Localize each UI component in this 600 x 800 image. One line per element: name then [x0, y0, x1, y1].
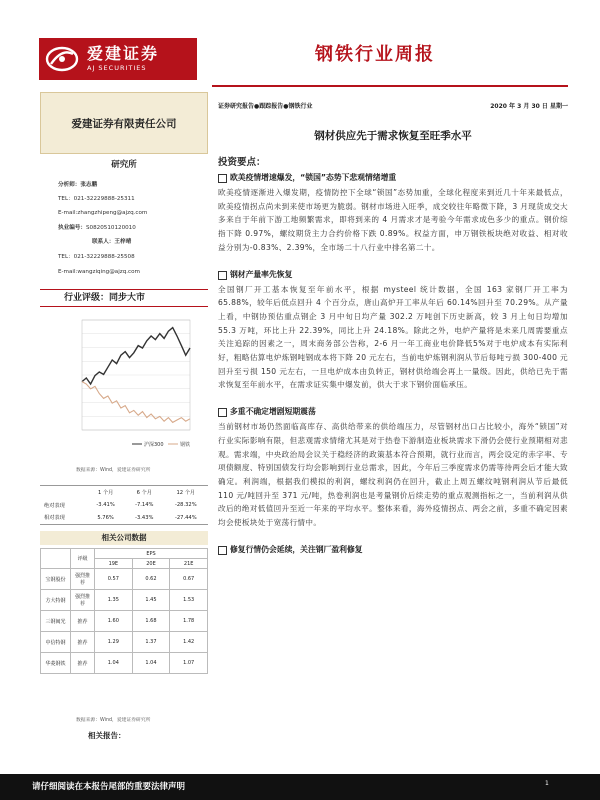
section-heading: 多重不确定增剧短期震荡 [218, 406, 568, 417]
analyst-email: E-mail:zhangzhipeng@ajzq.com [58, 210, 148, 216]
main-content [218, 154, 568, 558]
company-eps: 1.53 [170, 590, 208, 611]
perf-cell: -3.41% [96, 502, 115, 508]
firm-name: 爱建证券有限责任公司 [71, 117, 177, 130]
license-line [58, 224, 136, 232]
index-chart [40, 312, 208, 462]
company-name: 方大特钢 [41, 590, 71, 611]
logo-cn-text: 爱建证券 [87, 44, 160, 63]
perf-cell: -27.44% [164, 512, 208, 525]
chart-source: 数据来源：Wind，爱建证券研究所 [76, 468, 151, 473]
table-row [41, 632, 208, 653]
analyst-name: 张志鹏 [80, 182, 98, 188]
section-body: 当前钢材市场仍然面临高库存、高供给带来的供给端压力，尽管钢材出口占比较小，海外“锁国”对行业实际影响有限，但悲观需求情绪尤其是对于热卷下游制造业板块需求下滑仍会使行业预期相对悲观。需求端，中央政治局会议关于稳经济的政策基本符合预期，就行业而言，两会设定的赤字率、专项债额度、特别国债发行均会影响到行业总需求，因此，今年后三季度需求仍需等待两会后才能大致确定。利润端，根据我们模拟的利润，螺纹利润仍在回升，截止上周五螺纹吨钢利润从节后最低 110 元/吨回升至 371 元/吨，热卷利润也是考量钢价后续走势的重点观测指标之一，当前利润从供改后的绝对低值回升至近一年来的平均水平。整体来看，海外疫情拐点、两会之前，多重不确定因素均会使板块处于宽荡行情中。 [218, 422, 568, 528]
header-divider [212, 85, 568, 87]
license-number: S0820510120010 [85, 225, 136, 231]
performance-header [40, 486, 208, 499]
logo [39, 38, 197, 80]
company-eps: 1.68 [132, 611, 170, 632]
contact-tel: TEL：021-32229888-25508 [58, 254, 135, 260]
section-body: 欧美疫情逐渐进入爆发期，疫情防控下全球“锁国”态势加重，全球化程度来到近几十年来最低点，欧美疫情拐点尚未到来使市场更为脆弱。钢材市场进入旺季，成交较往年略微下降，3 月现货成交大多来自于年前下游工地频繁需求，即将到来的 4 月需求才是考验今年需求成色多少的重点。钢价综指下降 0.97%，螺纹期货主力合约价格下跌 0.89%。权益方面，申万钢铁板块绝对收益、相对收益分别为-0.83%、2.39%，全市场二十八行业中排名第二十。 [218, 188, 568, 252]
contact-line [92, 238, 131, 246]
related-source: 数据来源：Wind，爱建证券研究所 [76, 718, 151, 723]
company-eps: 1.60 [95, 611, 133, 632]
table-row [40, 499, 208, 512]
related-header-empty [41, 549, 71, 569]
license-label: 执业编号： [58, 225, 86, 231]
company-rating: 推荐 [71, 611, 95, 632]
contact-email: E-mail:wangziqing@ajzq.com [58, 269, 140, 275]
related-header-year: 19E [95, 559, 133, 569]
perf-header-cell: 12 个月 [164, 486, 208, 499]
series-line-0 [82, 328, 190, 384]
company-eps: 1.37 [132, 632, 170, 653]
analyst-label: 分析师： [58, 182, 81, 188]
related-header [41, 549, 208, 559]
perf-cell: -3.43% [125, 512, 164, 525]
performance-table [40, 485, 208, 525]
related-header-year: 21E [170, 559, 208, 569]
page-number: 1 [545, 780, 549, 787]
investment-points-heading: 投资要点： [218, 157, 266, 168]
logo-en-text: AJ SECURITIES [87, 64, 147, 72]
analyst-tel: TEL：021-32229888-25311 [58, 196, 135, 202]
related-header-rating: 评级 [71, 549, 95, 569]
analyst-line [58, 181, 97, 189]
company-eps: 0.67 [170, 569, 208, 590]
company-rating: 推荐 [71, 653, 95, 674]
report-category: 证券研究报告●跟踪报告●钢铁行业 [218, 103, 313, 110]
contact-label: 联系人： [92, 239, 115, 245]
perf-header-cell: 1 个月 [86, 486, 125, 499]
table-row [41, 569, 208, 590]
industry-rating: 行业评级：同步大市 [40, 289, 208, 307]
company-rating: 强烈推荐 [71, 569, 95, 590]
company-rating: 强烈推荐 [71, 590, 95, 611]
company-eps: 1.04 [95, 653, 133, 674]
company-name: 宝钢股份 [41, 569, 71, 590]
section-body: 全国钢厂开工基本恢复至年前水平，根据 mysteel 统计数据，全国 163 家钢厂开工率为 65.88%，较年后低点回升 4 个百分点，唐山高炉开工率从年后 60.14%回升至 70.29%。从产量上看，中钢协预估重点钢企 3 月中旬日均产量 302.2 万吨创下历史新高，较 3 月上旬日均增加 55.3 万吨，环比上升 22.39%，同比上升 24.18%。除此之外，电炉产量将是未来几周需要重点关注追踪的因素之一，周末商务部公告称，2-6 月一年工商业电价降低5%对于电炉成本有实际利好，粗略估算电炉炼钢吨钢成本将下降 20 元左右，当前电炉炼钢利润从节后每吨亏损 300-400 元回升至亏损 150 元左右，一旦电炉成本由负转正，钢材供给端会再上一量级。因此，供给已先于需求恢复至年前水平，在需求证实集中爆发前，供大于求下钢价面临承压。 [218, 284, 568, 390]
perf-cell: 5.76% [86, 512, 125, 525]
perf-row-name: 相对表现 [40, 512, 86, 525]
company-name: 华菱钢铁 [41, 653, 71, 674]
report-meta [218, 101, 568, 110]
company-rating: 推荐 [71, 632, 95, 653]
company-eps: 1.45 [132, 590, 170, 611]
related-header-year: 20E [132, 559, 170, 569]
company-eps: 1.07 [170, 653, 208, 674]
report-subtitle: 钢材供应先于需求恢复至旺季水平 [314, 130, 472, 142]
company-name: 三钢闽光 [41, 611, 71, 632]
company-eps: 1.42 [170, 632, 208, 653]
perf-header-cell: 6 个月 [125, 486, 164, 499]
table-row [41, 611, 208, 632]
perf-header-cell [40, 486, 86, 499]
section-heading: 钢材产量率先恢复 [218, 269, 568, 280]
company-eps: 1.35 [95, 590, 133, 611]
company-eps: 0.57 [95, 569, 133, 590]
related-reports-title: 相关报告： [88, 731, 126, 740]
company-eps: 0.62 [132, 569, 170, 590]
related-header-eps: EPS [95, 549, 208, 559]
company-eps: 1.04 [132, 653, 170, 674]
related-companies-title: 相关公司数据 [40, 531, 208, 545]
firm-box [40, 92, 208, 154]
company-eps: 1.78 [170, 611, 208, 632]
chart-legend [132, 441, 190, 448]
legal-notice: 请仔细阅读在本报告尾部的重要法律声明 [32, 782, 186, 792]
perf-cell: -7.14% [135, 502, 154, 508]
perf-cell: -28.32% [174, 502, 197, 508]
dept-title: 研究所 [111, 160, 137, 170]
company-eps: 1.29 [95, 632, 133, 653]
logo-mark-icon [45, 42, 79, 76]
table-row [41, 653, 208, 674]
report-title: 钢铁行业周报 [315, 44, 435, 65]
company-name: 中信特钢 [41, 632, 71, 653]
perf-row-name: 绝对表现 [44, 502, 65, 509]
report-date: 2020 年 3 月 30 日 星期一 [490, 103, 568, 110]
legend-label-hs300: 沪深300 [144, 442, 164, 448]
table-row [41, 590, 208, 611]
legend-label-steel: 钢铁 [180, 442, 191, 448]
table-row [40, 512, 208, 525]
contact-name: 王梓晴 [114, 239, 132, 245]
section-heading: 修复行情仍会延续，关注钢厂盈利修复 [218, 544, 568, 555]
section-heading: 欧美疫情增速爆发，“锁国”态势下悲观情绪增重 [218, 172, 568, 183]
related-companies-table [40, 548, 208, 674]
